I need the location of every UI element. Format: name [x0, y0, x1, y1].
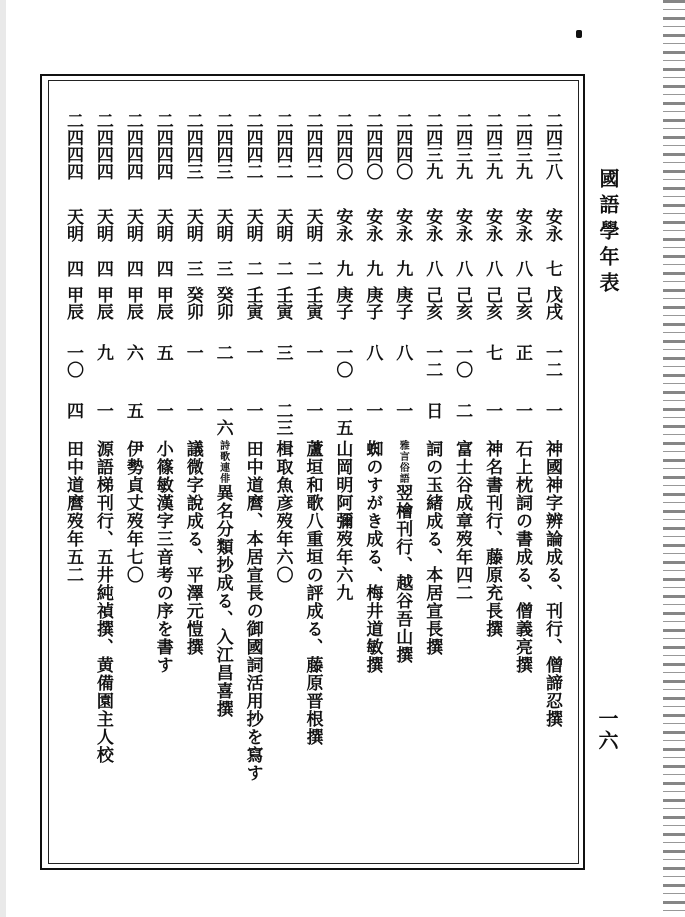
- entry-column: [268, 112, 298, 852]
- entry-era: 天明: [212, 208, 233, 242]
- entry-year: 二四三九: [422, 112, 443, 180]
- entry-day: 一: [541, 402, 562, 419]
- entry-event-text: 小篠敏漢字三音考の序を書す: [152, 440, 173, 674]
- entry-year: 二四四四: [122, 112, 143, 180]
- entry-kanshi: 庚子: [362, 286, 383, 320]
- entry-kanshi: 庚子: [332, 286, 353, 320]
- entry-year: 二四四四: [92, 112, 113, 180]
- entry-event: [297, 440, 327, 746]
- page-edge-right: [663, 0, 685, 917]
- entry-era: 天明: [92, 208, 113, 242]
- entry-event: [537, 440, 567, 728]
- entry-day: 二: [452, 402, 473, 419]
- entry-event-text: 伊勢貞丈歿年七〇: [122, 440, 143, 584]
- entry-year: 二四四四: [152, 112, 173, 180]
- entry-era: 安永: [482, 208, 503, 242]
- entry-era-number: 七: [541, 260, 562, 277]
- entry-event-text: 源語梯刊行、五井純禎撰、黄備園主人校: [92, 440, 113, 764]
- entry-month: 一〇: [452, 344, 473, 378]
- entry-event: [447, 440, 477, 602]
- entry-kanshi: 癸卯: [212, 286, 233, 320]
- entry-event-text: 蜘のすがき成る、梅井道敏撰: [362, 440, 383, 674]
- entry-year: 二四四〇: [362, 112, 383, 180]
- entry-column: [507, 112, 537, 852]
- entry-month: 一〇: [62, 344, 83, 378]
- entry-era: 天明: [182, 208, 203, 242]
- entry-kanshi: 戊戌: [541, 286, 562, 320]
- entry-year: 二四三九: [482, 112, 503, 180]
- entry-column: [417, 112, 447, 852]
- entry-event: [417, 440, 447, 656]
- entry-column: [357, 112, 387, 852]
- entry-day: 一: [362, 402, 383, 419]
- entry-kanshi: 壬寅: [272, 286, 293, 320]
- entry-era-number: 三: [212, 260, 233, 277]
- entry-column: [387, 112, 417, 852]
- entry-column: [118, 112, 148, 852]
- entry-event: [357, 440, 387, 674]
- entry-day: 一: [152, 402, 173, 419]
- entry-event-text: 山岡明阿彌歿年六九: [332, 440, 353, 602]
- entry-event: [118, 440, 148, 584]
- entry-month: 一〇: [332, 344, 353, 378]
- entry-event-text: 蘆垣和歌八重垣の評成る、藤原晋根撰: [302, 440, 323, 746]
- entry-month: 三: [272, 344, 293, 361]
- entry-event: [268, 440, 298, 584]
- entry-era: 天明: [302, 208, 323, 242]
- entry-era-number: 二: [242, 260, 263, 277]
- entry-era: 安永: [332, 208, 353, 242]
- entry-event-text: 田中道麿、本居宣長の御國詞活用抄を寫す: [242, 440, 263, 782]
- entry-kanshi: 甲辰: [152, 286, 173, 320]
- entry-year: 二四四二: [302, 112, 323, 180]
- entry-era-number: 九: [362, 260, 383, 277]
- entry-month: 一: [242, 344, 263, 361]
- entry-event: [88, 440, 118, 764]
- entry-day: 五: [122, 402, 143, 419]
- running-title: 國語學年表: [596, 168, 620, 298]
- entry-day: 一: [512, 402, 532, 419]
- entry-year: 二四三八: [541, 112, 562, 180]
- entry-era: 安永: [422, 208, 443, 242]
- entry-column: [148, 112, 178, 852]
- entry-year: 二四四二: [242, 112, 263, 180]
- entry-year: 二四四二: [272, 112, 293, 180]
- entry-month: 九: [92, 344, 113, 361]
- entry-event: [477, 440, 507, 638]
- entry-day: 一: [242, 402, 263, 419]
- entry-month: 七: [482, 344, 503, 361]
- entry-era-number: 八: [482, 260, 503, 277]
- entry-era: 天明: [122, 208, 143, 242]
- entry-column: [327, 112, 357, 852]
- entry-era: 天明: [62, 208, 83, 242]
- entry-month: 六: [122, 344, 143, 361]
- entry-month: 一二: [541, 344, 562, 378]
- entry-month: 一二: [422, 344, 443, 378]
- entry-kanshi: 己亥: [452, 286, 473, 320]
- entry-kanshi: 壬寅: [242, 286, 263, 320]
- entry-year: 二四四三: [182, 112, 203, 180]
- entry-kanshi: 己亥: [422, 286, 443, 320]
- entry-event: [58, 440, 88, 584]
- entry-month: 八: [392, 344, 413, 361]
- entry-category-note: 雅言俗語: [397, 440, 409, 484]
- entry-event: [148, 440, 178, 674]
- entry-day: 二三: [272, 402, 293, 436]
- entry-event-text: 神國神字辨論成る、刊行、僧諦忍撰: [541, 440, 562, 728]
- entry-month: 五: [152, 344, 173, 361]
- entry-event-text: 異名分類抄成る、入江昌喜撰: [212, 484, 233, 718]
- entry-day: 四: [62, 402, 83, 419]
- entry-era: 天明: [272, 208, 293, 242]
- entry-column: [178, 112, 208, 852]
- entry-era-number: 四: [122, 260, 143, 277]
- entry-month: 一: [182, 344, 203, 361]
- entry-column: [298, 112, 328, 852]
- entry-era-number: 四: [62, 260, 83, 277]
- page-number: 一六: [595, 708, 619, 752]
- entry-column: [447, 112, 477, 852]
- entry-event-text: 詞の玉緒成る、本居宣長撰: [422, 440, 443, 656]
- entry-event: [178, 440, 208, 656]
- entry-day: 一: [392, 402, 413, 419]
- entry-era: 天明: [152, 208, 173, 242]
- entry-kanshi: 甲辰: [122, 286, 143, 320]
- entry-category-note: 詩歌連俳: [217, 440, 229, 484]
- entry-event-text: 石上枕詞の書成る、僧義亮撰: [512, 440, 532, 674]
- entry-year: 二四四〇: [392, 112, 413, 180]
- entry-era-number: 八: [422, 260, 443, 277]
- entry-era-number: 四: [152, 260, 173, 277]
- entry-kanshi: 庚子: [392, 286, 413, 320]
- entry-event-text: 翌檜刊行、越谷吾山撰: [392, 484, 413, 664]
- entry-event: [507, 440, 537, 674]
- entry-event: [208, 440, 238, 718]
- entry-column: [88, 112, 118, 852]
- entry-day: 一: [182, 402, 203, 419]
- entry-era: 安永: [452, 208, 473, 242]
- ink-speck: [576, 30, 582, 38]
- entry-event: [238, 440, 268, 782]
- page-edge-left: [0, 0, 6, 917]
- entry-day: 一: [482, 402, 503, 419]
- entry-event-text: 神名書刊行、藤原充長撰: [482, 440, 503, 638]
- entry-era-number: 二: [302, 260, 323, 277]
- entry-kanshi: 己亥: [512, 286, 532, 320]
- entry-month: 二: [212, 344, 233, 361]
- entry-year: 二四四三: [212, 112, 233, 180]
- entry-era: 天明: [242, 208, 263, 242]
- entry-day: 一: [92, 402, 113, 419]
- entry-kanshi: 甲辰: [62, 286, 83, 320]
- entry-day: 一六: [212, 402, 233, 436]
- entry-kanshi: 甲辰: [92, 286, 113, 320]
- entry-day: 一五: [332, 402, 353, 436]
- entry-day: 日: [422, 402, 443, 419]
- entry-event-text: 田中道麿歿年五二: [62, 440, 83, 584]
- entry-era-number: 三: [182, 260, 203, 277]
- entry-month: 一: [302, 344, 323, 361]
- entry-era: 安永: [512, 208, 532, 242]
- entry-year: 二四四四: [62, 112, 83, 180]
- entry-era-number: 四: [92, 260, 113, 277]
- entry-event: [387, 440, 417, 664]
- entry-era-number: 二: [272, 260, 293, 277]
- entry-year: 二四三九: [512, 112, 532, 180]
- entry-era-number: 八: [512, 260, 532, 277]
- entry-column: [477, 112, 507, 852]
- entry-kanshi: 癸卯: [182, 286, 203, 320]
- entry-month: 八: [362, 344, 383, 361]
- entry-event-text: 楫取魚彦歿年六〇: [272, 440, 293, 584]
- entry-month: 正: [512, 344, 532, 361]
- entry-year: 二四三九: [452, 112, 473, 180]
- entry-era-number: 九: [392, 260, 413, 277]
- entry-event-text: 富士谷成章歿年四二: [452, 440, 473, 602]
- entry-column: [58, 112, 88, 852]
- entry-kanshi: 己亥: [482, 286, 503, 320]
- entry-event: [327, 440, 357, 602]
- entry-era-number: 八: [452, 260, 473, 277]
- entry-kanshi: 壬寅: [302, 286, 323, 320]
- entry-event-text: 議微字說成る、平澤元愷撰: [182, 440, 203, 656]
- entry-year: 二四四〇: [332, 112, 353, 180]
- entry-era-number: 九: [332, 260, 353, 277]
- entry-era: 安永: [392, 208, 413, 242]
- entry-table: [52, 112, 577, 862]
- entry-column: [537, 112, 567, 852]
- entry-era: 安永: [541, 208, 562, 242]
- entry-column: [238, 112, 268, 852]
- entry-day: 一: [302, 402, 323, 419]
- entry-era: 安永: [362, 208, 383, 242]
- entry-column: [208, 112, 238, 852]
